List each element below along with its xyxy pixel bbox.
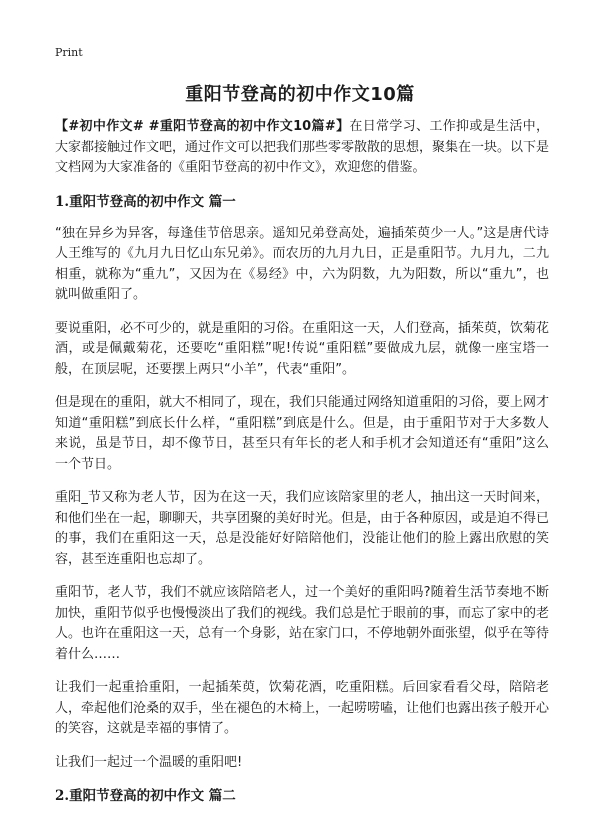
body-paragraph: 重阳_节又称为老人节，因为在这一天，我们应该陪家里的老人，抽出这一天时间来，和他们坐在一起，聊聊天，共享团聚的美好时光。但是，由于各种原因，或是迫不得已的事，我们在重阳这一天，总是没能好好陪陪他们，没能让他们的脸上露出欣慰的笑容，甚至连重阳也忘却了。 bbox=[55, 490, 550, 567]
intro-tag: 【#初中作文# #重阳节登高的初中作文10篇#】 bbox=[55, 119, 350, 134]
body-paragraph: 重阳节，老人节，我们不就应该陪陪老人，过一个美好的重阳吗?随着生活节奏地不断加快，重阳节似乎也慢慢淡出了我们的视线。我们总是忙于眼前的事，而忘了家中的老人。也许在重阳这一天，总有一个身影，站在家门口，不停地朝外面张望，似乎在等待着什么…… bbox=[55, 585, 550, 662]
print-label: Print bbox=[55, 46, 83, 59]
body-paragraph: 要说重阳，必不可少的，就是重阳的习俗。在重阳这一天，人们登高，插茱萸，饮菊花酒，或是佩戴菊花，还要吃“重阳糕”呢!传说“重阳糕”要做成九层，就像一座宝塔一般，在顶层呢，还要摆上两只“小羊”，代表“重阳”。 bbox=[55, 320, 550, 377]
intro-paragraph bbox=[55, 117, 549, 179]
body-paragraph: 让我们一起重拾重阳，一起插茱萸，饮菊花酒，吃重阳糕。后回家看看父母，陪陪老人，牵起他们沧桑的双手，坐在褪色的木椅上，一起唠唠嗑，让他们也露出孩子般开心的笑容，这就是幸福的事情了。 bbox=[55, 680, 550, 736]
section-heading: 1.重阳节登高的初中作文 篇一 bbox=[55, 193, 236, 210]
document-title: 重阳节登高的初中作文10篇 bbox=[185, 84, 415, 105]
body-paragraph: “独在异乡为异客，每逢佳节倍思亲。遥知兄弟登高处，遍插茱萸少一人。”这是唐代诗人王维写的《九月九日忆山东兄弟》。而农历的九月九日，正是重阳节。九月九，二九相重，就称为“重九”，又因为在《易经》中，六为阴数，九为阳数，所以“重九”，也就叫做重阳了。 bbox=[55, 225, 549, 302]
intro-text: 在日常学习、工作抑或是生活中，大家都接触过作文吧，通过作文可以把我们那些零零散散的思想，聚集在一块。以下是文档网为大家准备的《重阳节登高的初中作文》，欢迎您的借鉴。 bbox=[55, 119, 550, 175]
document-body bbox=[55, 117, 549, 818]
body-paragraph: 让我们一起过一个温暖的重阳吧! bbox=[55, 754, 243, 770]
body-paragraph: 但是现在的重阳，就大不相同了，现在，我们只能通过网络知道重阳的习俗，要上网才知道“重阳糕”到底长什么样，“重阳糕”到底是什么。但是，由于重阳节对于大多数人来说，虽是节日，却不像节日，甚至只有年长的老人和手机才会知道还有“重阳”这么一个节日。 bbox=[55, 395, 550, 472]
section-heading: 2.重阳节登高的初中作文 篇二 bbox=[55, 788, 236, 804]
